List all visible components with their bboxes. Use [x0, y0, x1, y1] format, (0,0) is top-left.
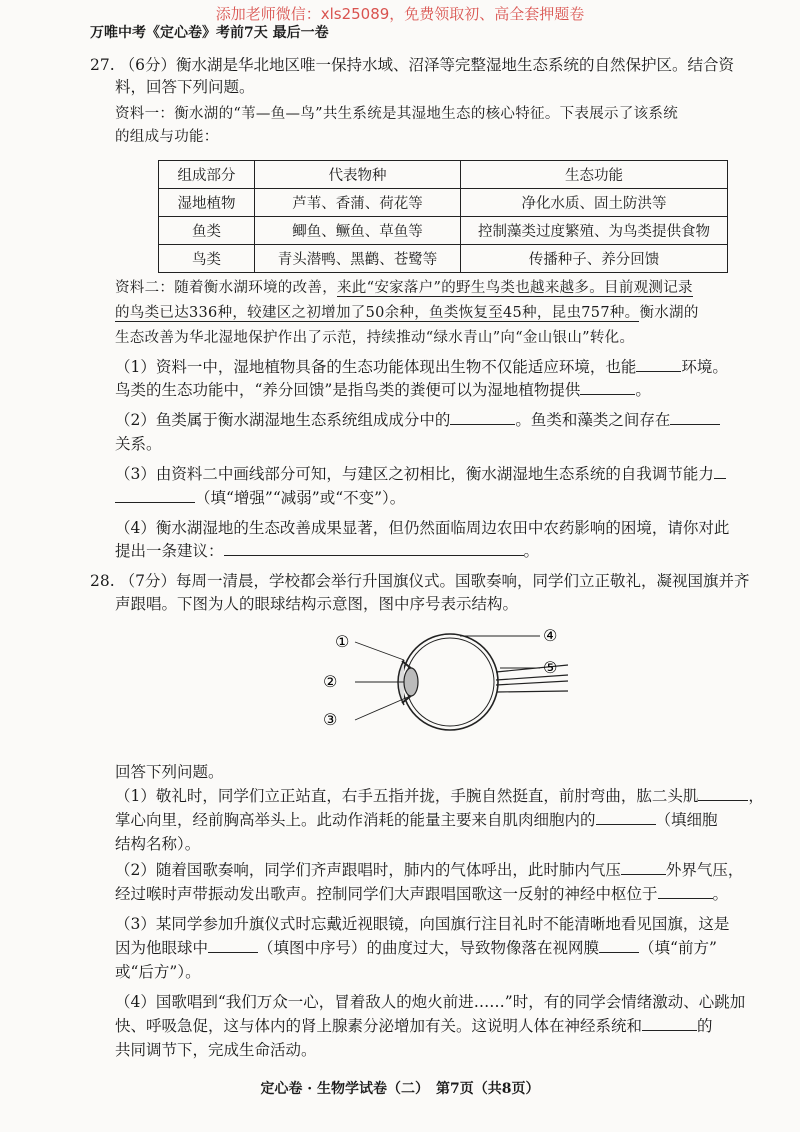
question-text: 鸟类的生态功能中，“养分回馈”是指鸟类的粪便可以为湿地植物提供: [115, 381, 581, 399]
q27-stem-line1: （6分）衡水湖是华北地区唯一保持水域、沼泽等完整湿地生态系统的自然保护区。结合资: [119, 56, 734, 74]
question-text: 掌心向里，经前胸高举头上。此动作消耗的能量主要来自肌肉细胞内的: [115, 811, 596, 829]
answer-blank[interactable]: [670, 423, 720, 425]
question-text: 快、呼吸急促，这与体内的肾上腺素分泌增加有关。这说明人体在神经系统和: [115, 1017, 643, 1035]
table-header: 代表物种: [255, 161, 461, 189]
question-text: （填“前方”: [639, 939, 717, 957]
answer-blank[interactable]: [208, 951, 258, 953]
label-3: ③: [323, 710, 338, 729]
question-text: （填“增强”“减弱”或“不变”）。: [195, 489, 406, 507]
question-text: （填图中序号）的曲度过大，导致物像落在视网膜: [258, 939, 600, 957]
underlined-text: 的鸟类已达336种，较建区之初增加了50余种，鱼类恢复至45种，昆虫757种。: [115, 305, 640, 321]
q28-sub2-line2: [115, 884, 770, 905]
label-line: [355, 697, 408, 720]
answer-blank[interactable]: [450, 423, 515, 425]
answer-blank[interactable]: [698, 799, 748, 801]
table-row: [159, 245, 728, 273]
question-text: （2）随着国歌奏响，同学们齐声跟唱时，肺内的气体呼出，此时肺内气压: [115, 861, 621, 879]
q27-sub3-line2: [115, 488, 770, 509]
label-5: ⑤: [543, 658, 558, 677]
answer-blank[interactable]: [115, 501, 195, 503]
table-row: [159, 217, 728, 245]
question-text: 外界气压，: [665, 861, 744, 879]
question-text: 的: [697, 1017, 713, 1035]
q27-number: 27.: [90, 56, 115, 74]
table-header: 生态功能: [461, 161, 728, 189]
answer-blank[interactable]: [596, 823, 656, 825]
q27-material2-line2: [115, 303, 770, 324]
cornea: [398, 660, 404, 705]
question-text: （3）由资料二中画线部分可知，与建区之初相比，衡水湖湿地生态系统的自我调节能力: [115, 465, 714, 483]
watermark: 添加老师微信：xls25089，免费领取初、高全套押题卷: [215, 5, 585, 23]
table-header-row: [159, 161, 728, 189]
question-text: （1）敬礼时，同学们立正站直，右手五指并拢，手腕自然挺直，前肘弯曲，肱二头肌: [115, 787, 699, 805]
q27-sub1-line2: [115, 380, 770, 401]
answer-blank[interactable]: [636, 370, 681, 372]
q28-sub2-line1: [115, 860, 770, 881]
answer-blank[interactable]: [714, 477, 726, 479]
table-cell: 控制藻类过度繁殖、为鸟类提供食物: [461, 217, 728, 245]
question-text: ，: [748, 787, 764, 805]
lens: [404, 668, 418, 696]
material2-text: 衡水湖的: [639, 305, 699, 321]
q28-sub4-line2: [115, 1016, 770, 1037]
table-header: 组成部分: [159, 161, 255, 189]
table-cell: 芦苇、香蒲、荷花等: [255, 189, 461, 217]
question-text: 。: [712, 885, 729, 903]
label-line: [355, 642, 404, 660]
question-text: 因为他眼球中: [115, 939, 209, 957]
q28-sub3-line1: （3）某同学参加升旗仪式时忘戴近视眼镜，向国旗行注目礼时不能清晰地看见国旗，这是: [115, 915, 730, 933]
underlined-text: 来此“安家落户”的野生鸟类也越来越多。目前观测记录: [337, 280, 693, 296]
label-1: ①: [335, 632, 350, 651]
q27-material1-line1: 资料一：衡水湖的“苇—鱼—鸟”共生系统是其湿地生态的核心特征。下表展示了该系统: [115, 106, 679, 122]
answer-blank[interactable]: [580, 393, 635, 395]
answer-blank[interactable]: [642, 1029, 697, 1031]
q28-sub1-line2: [115, 810, 770, 831]
question-text: 。: [635, 381, 651, 399]
question-text: （2）鱼类属于衡水湖湿地生态系统组成成分中的: [115, 411, 451, 429]
q28-sub3-line3: 或“后方”）。: [115, 963, 201, 981]
eyeball-diagram: [300, 625, 570, 735]
label-4: ④: [543, 626, 558, 645]
q27-sub4-line1: （4）衡水湖湿地的生态改善成果显著，但仍然面临周边农田中农药影响的困境，请你对此: [115, 519, 730, 537]
question-text: 经过喉时声带振动发出歌声。控制同学们大声跟唱国歌这一反射的神经中枢位于: [115, 885, 658, 903]
q27-material2-line1: [115, 278, 770, 299]
page-footer: 定心卷 · 生物学试卷（二） 第7页（共8页）: [260, 1081, 540, 1097]
page-header: 万唯中考《定心卷》考前7天 最后一卷: [90, 25, 329, 41]
q28-stem-line2: 声跟唱。下图为人的眼球结构示意图，图中序号表示结构。: [115, 595, 519, 613]
q27-material1-line2: 的组成与功能：: [115, 129, 219, 145]
question-text: （填细胞: [655, 811, 718, 829]
q28-answer-prompt: 回答下列问题。: [115, 763, 224, 781]
table-cell: 青头潜鸭、黑鹳、苍鹭等: [255, 245, 461, 273]
table-row: [159, 189, 728, 217]
label-2: ②: [323, 672, 338, 691]
q28-sub3-line2: [115, 938, 770, 959]
question-text: 提出一条建议：: [115, 542, 224, 560]
question-text: 。鱼类和藻类之间存在: [515, 411, 671, 429]
answer-blank[interactable]: [658, 897, 713, 899]
q28-stem: [90, 571, 770, 592]
q27-material2-line3: 生态改善为华北湿地保护作出了示范，持续推动“绿水青山”向“金山银山”转化。: [115, 330, 635, 346]
table-cell: 湿地植物: [159, 189, 255, 217]
answer-blank[interactable]: [599, 951, 639, 953]
table-cell: 鲫鱼、鳜鱼、草鱼等: [255, 217, 461, 245]
q28-sub1-line1: [115, 786, 770, 807]
q27-sub2-line1: [115, 410, 770, 431]
q27-stem-line2: 料，回答下列问题。: [115, 78, 255, 96]
q28-stem-line1: （7分）每周一清晨，学校都会举行升国旗仪式。国歌奏响，同学们立正敬礼，凝视国旗并齐: [119, 572, 750, 590]
ecosystem-table: [158, 160, 728, 273]
q27-sub3-line1: [115, 464, 770, 485]
answer-blank[interactable]: [224, 554, 524, 556]
question-text: （1）资料一中，湿地植物具备的生态功能体现出生物不仅能适应环境，也能: [115, 358, 637, 376]
table-cell: 传播种子、养分回馈: [461, 245, 728, 273]
choroid: [406, 638, 494, 726]
q28-number: 28.: [90, 572, 115, 590]
table-cell: 净化水质、固土防洪等: [461, 189, 728, 217]
q27-stem: [90, 55, 770, 76]
q28-sub4-line3: 共同调节下，完成生命活动。: [115, 1041, 317, 1059]
answer-blank[interactable]: [621, 873, 666, 875]
q28-sub4-line1: （4）国歌唱到“我们万众一心，冒着敌人的炮火前进……”时，有的同学会情绪激动、心跳加: [115, 993, 746, 1011]
table-cell: 鸟类: [159, 245, 255, 273]
q27-sub4-line2: [115, 541, 770, 562]
question-text: 环境。: [681, 358, 728, 376]
table-cell: 鱼类: [159, 217, 255, 245]
question-text: 。: [523, 542, 540, 560]
q28-sub1-line3: 结构名称）。: [115, 835, 201, 853]
q27-sub2-line2: 关系。: [115, 435, 162, 453]
q27-sub1-line1: [115, 357, 770, 378]
material2-intro: 资料二：随着衡水湖环境的改善，: [115, 280, 337, 296]
